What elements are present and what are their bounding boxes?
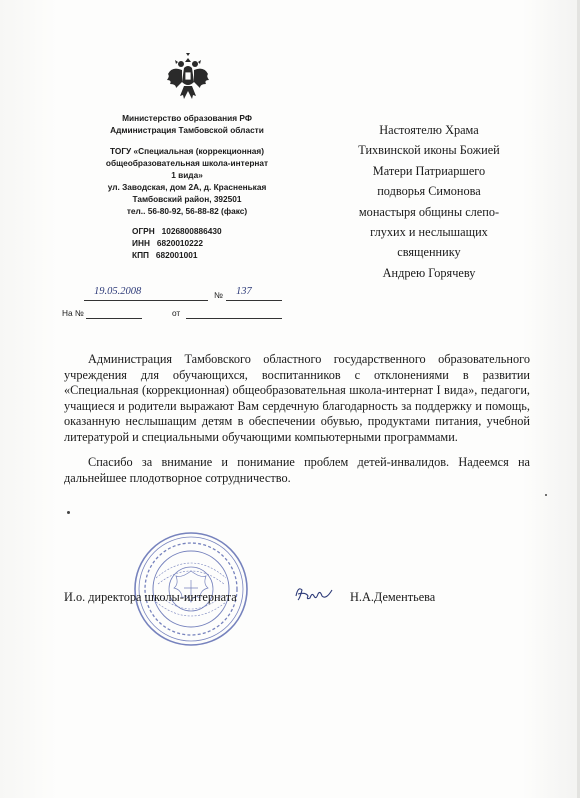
addressee-line: Матери Патриаршего [372, 163, 486, 178]
addressee-line: монастыря общины слепо- [358, 204, 500, 219]
number-label: № [214, 290, 223, 300]
address-line1: ул. Заводская, дом 2А, д. Красненькая [107, 182, 267, 192]
reply-from-label: от [172, 308, 181, 318]
number-underline [226, 288, 282, 301]
letter-body [64, 352, 530, 486]
addressee-line: Тихвинской иконы Божией [358, 143, 500, 158]
ink-speck [545, 494, 547, 496]
body-paragraph: Спасибо за внимание и понимание проблем детей-инвалидов. Надеемся на дальнейшее плодотворное сотрудничество. [64, 455, 530, 485]
signature-line [64, 590, 534, 608]
address-line2: Тамбовский район, 392501 [132, 194, 242, 204]
org-name-line3: 1 вида» [171, 170, 203, 180]
reply-reg-line [62, 306, 272, 320]
handwritten-number: 137 [236, 286, 252, 297]
addressee-line: Андрею Горячеву [382, 265, 476, 280]
signatory-title: И.о. директора школы-интерната [64, 590, 237, 604]
sender-block [56, 112, 318, 261]
reply-date-underline [186, 306, 282, 319]
kpp: КПП 682001001 [132, 250, 198, 260]
signatory-name: Н.А.Дементьева [350, 590, 436, 604]
reply-number-label: На № [62, 308, 84, 318]
reply-number-underline [86, 306, 142, 319]
org-name-line2: общеобразовательная школа-интернат [105, 158, 269, 168]
signature-icon [292, 582, 336, 606]
seal-stamp-icon [132, 530, 250, 648]
body-paragraph: Администрация Тамбовского областного государственного образовательного учреждения для обучающихся, воспитанников с отклонениями в развитии «Специальная (коррекционная) общеобразовательная школа-интернат I вида», педагоги, учащиеся и родители выражают Вам сердечную благодарность за поддержку и помощь, оказанную неслышащим детям в обеспечении обувью, продуктами питания, учебной литературой и специальными обучающими компьютерными программами. [64, 352, 530, 444]
inn: ИНН 6820010222 [132, 238, 204, 248]
eagle-emblem-icon [164, 52, 212, 108]
addressee-line: Настоятелю Храма [379, 123, 479, 137]
phones: тел.. 56-80-92, 56-88-82 (факс) [126, 206, 248, 216]
handwritten-date: 19.05.2008 [94, 286, 142, 297]
administration-name: Администрация Тамбовской области [110, 125, 264, 135]
org-name-line1: ТОГУ «Специальная (коррекционная) [110, 146, 264, 156]
ministry-name: Министерство образования РФ [122, 113, 252, 123]
outgoing-reg-line [80, 288, 290, 302]
ogrn: ОГРН 1026800886430 [132, 226, 222, 236]
addressee-line: подворья Симонова [377, 184, 481, 199]
addressee-line: священнику [397, 245, 461, 260]
addressee-line: глухих и неслышащих [370, 225, 488, 240]
addressee-block [346, 120, 512, 283]
ink-speck [67, 511, 70, 514]
